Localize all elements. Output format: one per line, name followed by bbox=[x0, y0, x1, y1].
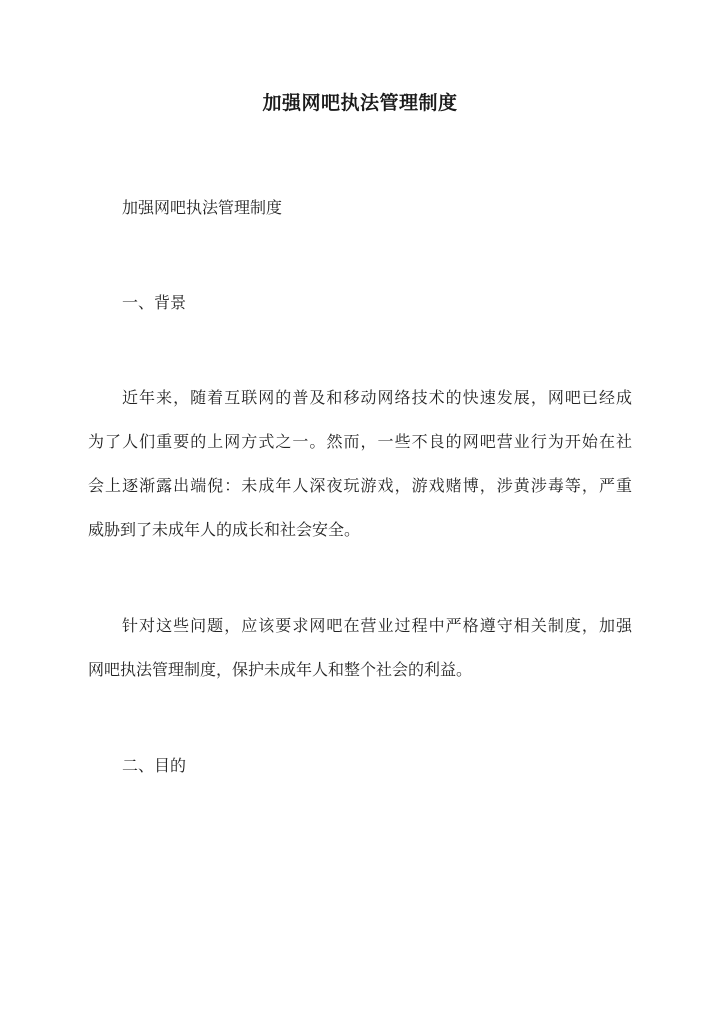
paragraph-line: 会上逐渐露出端倪：未成年人深夜玩游戏，游戏赌博，涉黄涉毒等，严重 bbox=[88, 476, 632, 495]
section-heading-purpose: 二、目的 bbox=[122, 756, 187, 775]
paragraph-line: 近年来，随着互联网的普及和移动网络技术的快速发展，网吧已经成 bbox=[122, 388, 632, 407]
paragraph-line: 为了人们重要的上网方式之一。然而，一些不良的网吧营业行为开始在社 bbox=[88, 432, 632, 451]
paragraph-line: 针对这些问题，应该要求网吧在营业过程中严格遵守相关制度，加强 bbox=[122, 616, 632, 635]
document-title: 加强网吧执法管理制度 bbox=[262, 92, 458, 114]
document-subtitle: 加强网吧执法管理制度 bbox=[122, 198, 283, 217]
paragraph-line: 威胁到了未成年人的成长和社会安全。 bbox=[88, 520, 361, 539]
section-heading-background: 一、背景 bbox=[122, 293, 187, 312]
paragraph-line: 网吧执法管理制度，保护未成年人和整个社会的利益。 bbox=[88, 660, 473, 679]
